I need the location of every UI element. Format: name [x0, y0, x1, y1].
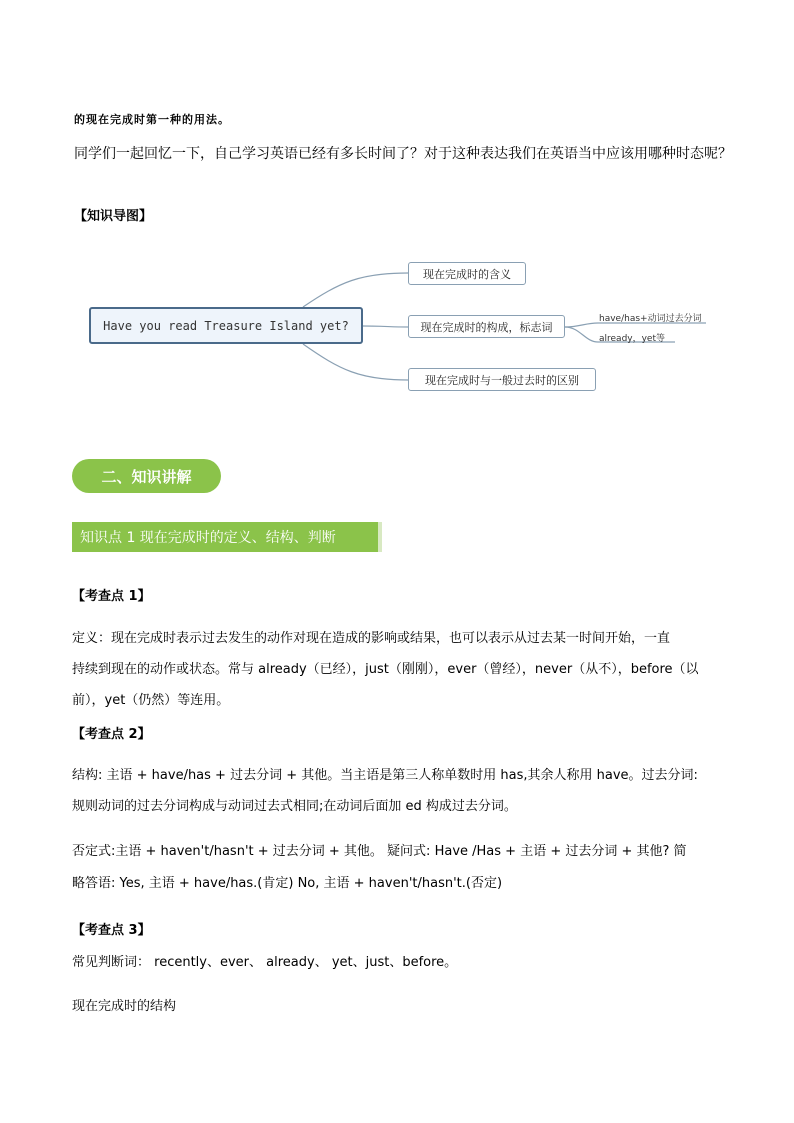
mindmap-sub-2: already，yet等	[599, 334, 666, 344]
text-line: 规则动词的过去分词构成与动词过去式相同;在动词后面加 ed 构成过去分词。	[72, 799, 517, 814]
point-1-heading: 【考查点 1】	[72, 589, 151, 604]
mindmap-connectors	[0, 0, 794, 420]
structure-heading: 现在完成时的结构	[72, 999, 177, 1014]
text-line: 持续到现在的动作或状态。常与 already（已经），just（刚刚），ever（曾经），never（从不），before（以	[72, 662, 699, 677]
intro-line-1: 的现在完成时第一种的用法。	[74, 113, 230, 126]
point-2-heading: 【考查点 2】	[72, 727, 151, 742]
text-line: 前），yet（仍然）等连用。	[72, 693, 230, 708]
connector-branch-2	[363, 326, 408, 327]
mindmap-branch-label: 现在完成时的含义	[423, 267, 511, 281]
point-3-body: 常见判断词： recently、ever、 already、 yet、just、before。	[72, 955, 458, 970]
text-line: 结构: 主语 + have/has + 过去分词 + 其他。当主语是第三人称单数时用 has,其余人称用 have。过去分词:	[72, 768, 698, 783]
text-line: 略答语: Yes, 主语 + have/has.(肯定) No, 主语 + haven't/hasn't.(否定)	[72, 876, 503, 891]
text-line: 定义：现在完成时表示过去发生的动作对现在造成的影响或结果，也可以表示从过去某一时间开始，一直	[72, 631, 671, 646]
point-2-body-forms	[72, 836, 724, 900]
mindmap-branch-1	[408, 262, 526, 285]
mindmap-heading: 【知识导图】	[74, 209, 153, 224]
mindmap-branch-2	[408, 315, 565, 338]
knowledge-point-bar	[72, 522, 382, 552]
mindmap-sub-1: have/has+动词过去分词	[599, 314, 702, 324]
intro-question: 同学们一起回忆一下，自己学习英语已经有多长时间了？对于这种表达我们在英语当中应该用哪种时态呢？	[74, 146, 732, 162]
knowledge-point-title: 知识点 1 现在完成时的定义、结构、判断	[80, 530, 336, 546]
mindmap-branch-3	[408, 368, 596, 391]
mindmap-central-node: Have you read Treasure Island yet?	[89, 307, 363, 344]
mindmap-branch-label: 现在完成时的构成，标志词	[420, 320, 553, 334]
mindmap-branch-label: 现在完成时与一般过去时的区别	[425, 373, 579, 387]
connector-branch-3	[303, 344, 408, 380]
point-3-heading: 【考查点 3】	[72, 923, 151, 938]
connector-branch-1	[303, 273, 408, 307]
point-1-body	[72, 623, 724, 716]
section-title-text: 二、知识讲解	[101, 467, 192, 486]
text-line: 否定式:主语 + haven't/hasn't + 过去分词 + 其他。 疑问式: Have /Has + 主语 + 过去分词 + 其他? 简	[72, 844, 687, 859]
point-2-body	[72, 760, 724, 822]
section-title	[72, 459, 221, 493]
